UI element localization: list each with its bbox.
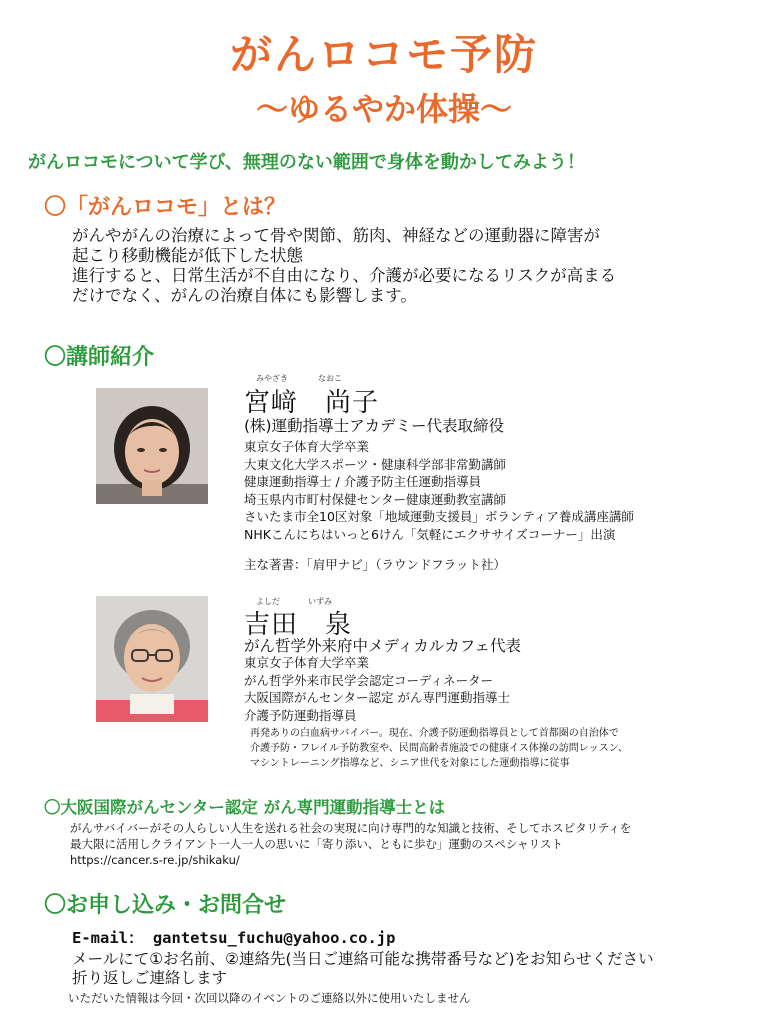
note-line: マシントレーニング指導など、シニア世代を対象にした運動指導に従事 [250, 758, 570, 769]
instructor-name-reading: なおこ [318, 374, 342, 383]
about-line: 起こり移動機能が低下した状態 [72, 246, 303, 265]
instructor-name-reading: いずみ [308, 597, 332, 606]
instructor-name: 吉田 泉 [244, 610, 353, 640]
certification-line: がんサバイバーがその人らしい人生を送れる社会の実現に向け専門的な知識と技術、そしてホスピタリティを [70, 821, 632, 835]
about-line: だけでなく、がんの治療自体にも影響します。 [72, 286, 417, 305]
instructor-credentials [244, 438, 634, 543]
instructor-book: 主な著書：「肩甲ナビ」（ラウンドフラット社） [244, 557, 506, 572]
instructor-name: 宮﨑 尚子 [244, 388, 380, 418]
email-address[interactable]: gantetsu_fuchu@yahoo.co.jp [152, 929, 396, 947]
credential-item: NHKこんにちはいっと6けん「気軽にエクササイズコーナー」出演 [244, 526, 616, 542]
about-line: 進行すると、日常生活が不自由になり、介護が必要になるリスクが高まる [72, 266, 617, 285]
credential-item: 大阪国際がんセンター認定 がん専門運動指導士 [244, 690, 510, 705]
privacy-note: いただいた情報は今回・次回以降のイベントのご連絡以外に使用いたしません [68, 991, 471, 1005]
flyer-title: がんロコモ予防 [229, 30, 538, 79]
instructor-role: (株)運動指導士アカデミー代表取締役 [244, 417, 504, 435]
certification-url[interactable]: https://cancer.s-re.jp/shikaku/ [70, 853, 240, 867]
contact-line: 折り返しご連絡します [72, 969, 228, 987]
flyer-subtitle: ～ゆるやか体操～ [255, 90, 512, 128]
about-text [72, 226, 616, 306]
tagline: がんロコモについて学び、無理のない範囲で身体を動かしてみよう！ [28, 152, 585, 173]
credential-item: 大東文化大学スポーツ・健康科学部非常勤講師 [244, 456, 507, 472]
about-line: がんやがんの治療によって骨や関節、筋肉、神経などの運動器に障害が [72, 226, 600, 245]
instructor-name-reading: みやざき [256, 374, 288, 383]
instructor-credentials [244, 654, 510, 724]
certification-heading: 〇大阪国際がんセンター認定 がん専門運動指導士とは [44, 798, 446, 817]
certification-line: 最大限に活用しクライアント一人一人の思いに「寄り添い、ともに歩む」運動のスペシャリスト [70, 837, 563, 851]
about-heading: 〇「がんロコモ」とは？ [44, 195, 287, 220]
instructor-notes [250, 726, 628, 771]
instructor-name-reading: よしだ [256, 597, 280, 606]
email-label: E-mail： [72, 929, 144, 947]
instructor-role: がん哲学外来府中メディカルカフェ代表 [244, 637, 521, 655]
note-line: 介護予防・フレイル予防教室や、民間高齢者施設での健康イス体操の訪問レッスン、 [250, 743, 628, 754]
credential-item: がん哲学外来市民学会認定コーディネーター [244, 672, 494, 688]
contact-line: メールにて①お名前、②連絡先(当日ご連絡可能な携帯番号など)をお知らせください [72, 950, 654, 968]
instructor-photo [96, 388, 208, 504]
credential-item: 東京女子体育大学卒業 [244, 655, 370, 670]
certification-text [70, 820, 631, 868]
credential-item: 介護予防運動指導員 [244, 707, 357, 723]
credential-item: 埼玉県内市町村保健センター健康運動教室講師 [244, 491, 507, 507]
instructor-photo [96, 596, 208, 722]
contact-heading: 〇お申し込み・お問合せ [44, 893, 287, 918]
credential-item: 健康運動指導士 / 介護予防主任運動指導員 [244, 474, 482, 489]
contact-instructions [72, 950, 654, 988]
credential-item: さいたま市全10区対象「地域運動支援員」ボランティア養成講座講師 [244, 509, 634, 524]
note-line: 再発ありの白血病サバイバー。現在、介護予防運動指導員として首都圏の自治体で [250, 728, 619, 739]
instructors-heading: 〇講師紹介 [44, 345, 155, 370]
contact-email-row [72, 926, 395, 948]
credential-item: 東京女子体育大学卒業 [244, 439, 370, 454]
